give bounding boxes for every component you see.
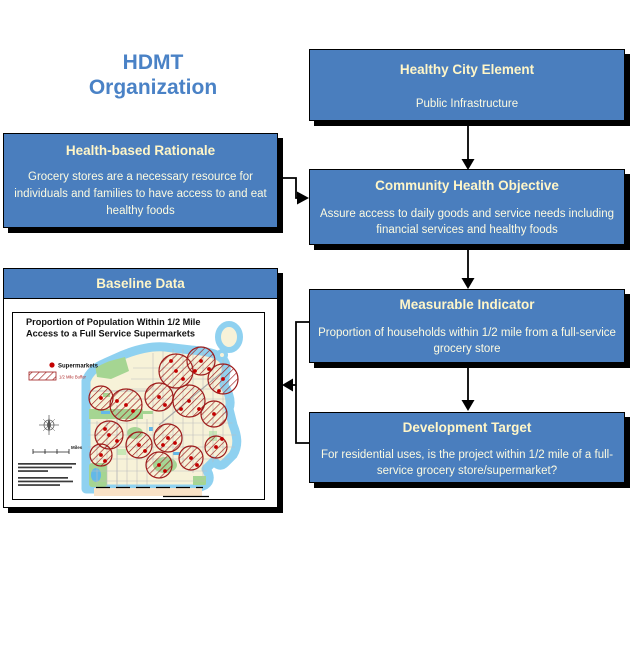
page-title-line2: Organization <box>88 76 218 99</box>
box-baseline-data <box>3 268 278 508</box>
box-health-based-rationale <box>3 133 278 228</box>
box-development-target-title: Development Target <box>402 420 532 435</box>
legend-supermarkets-label: Supermarkets <box>58 363 99 370</box>
bracket-mi-dt <box>296 322 309 443</box>
map-island <box>218 324 240 359</box>
box-measurable-indicator-title: Measurable Indicator <box>399 297 535 312</box>
box-development-target-body: For residential uses, is the project within 1/2 mile of a full-service grocery store/supermarket? <box>320 449 614 477</box>
box-baseline-data-title: Baseline Data <box>4 269 277 299</box>
box-development-target <box>309 412 625 483</box>
map-bottom-strip <box>94 488 209 497</box>
box-community-health-objective <box>309 169 625 245</box>
box-health-based-rationale-body: Grocery stores are a necessary resource for individuals and families to have access to and eat healthy foods <box>14 171 267 217</box>
box-measurable-indicator <box>309 289 625 363</box>
arrow-hbr-to-cho <box>282 178 299 198</box>
box-community-health-objective-body: Assure access to daily goods and service needs including financial services and healthy foods <box>319 208 615 236</box>
arrowhead-down-3 <box>462 400 475 411</box>
box-health-based-rationale-title: Health-based Rationale <box>65 143 216 158</box>
map-source-text <box>18 463 76 486</box>
box-community-health-objective-title: Community Health Objective <box>375 178 559 193</box>
page-title-line1: HDMT <box>122 51 184 74</box>
baseline-map <box>12 312 265 500</box>
page-title <box>58 50 248 100</box>
legend-supermarket-dot-icon <box>49 362 54 367</box>
box-measurable-indicator-body: Proportion of households within 1/2 mile from a full-service grocery store <box>318 327 616 355</box>
arrowhead-right <box>297 192 309 205</box>
san-francisco-map <box>13 313 264 499</box>
box-healthy-city-element <box>309 49 625 121</box>
box-healthy-city-element-title: Healthy City Element <box>399 62 535 77</box>
legend-buffer-label: 1/2 Mile Buffer <box>59 374 86 380</box>
map-scale-label: Miles <box>71 445 83 450</box>
box-healthy-city-element-body: Public Infrastructure <box>415 98 519 110</box>
arrowhead-left <box>282 379 293 392</box>
arrowhead-down-2 <box>462 278 475 289</box>
compass-rose-icon <box>39 415 59 435</box>
map-title <box>26 317 200 339</box>
map-title-line1: Proportion of Population Within 1/2 Mile <box>26 317 201 327</box>
map-title-line2: Access to a Full Service Supermarkets <box>26 328 196 339</box>
legend-buffer-swatch-icon <box>29 372 56 380</box>
map-scale-bar <box>33 445 83 454</box>
